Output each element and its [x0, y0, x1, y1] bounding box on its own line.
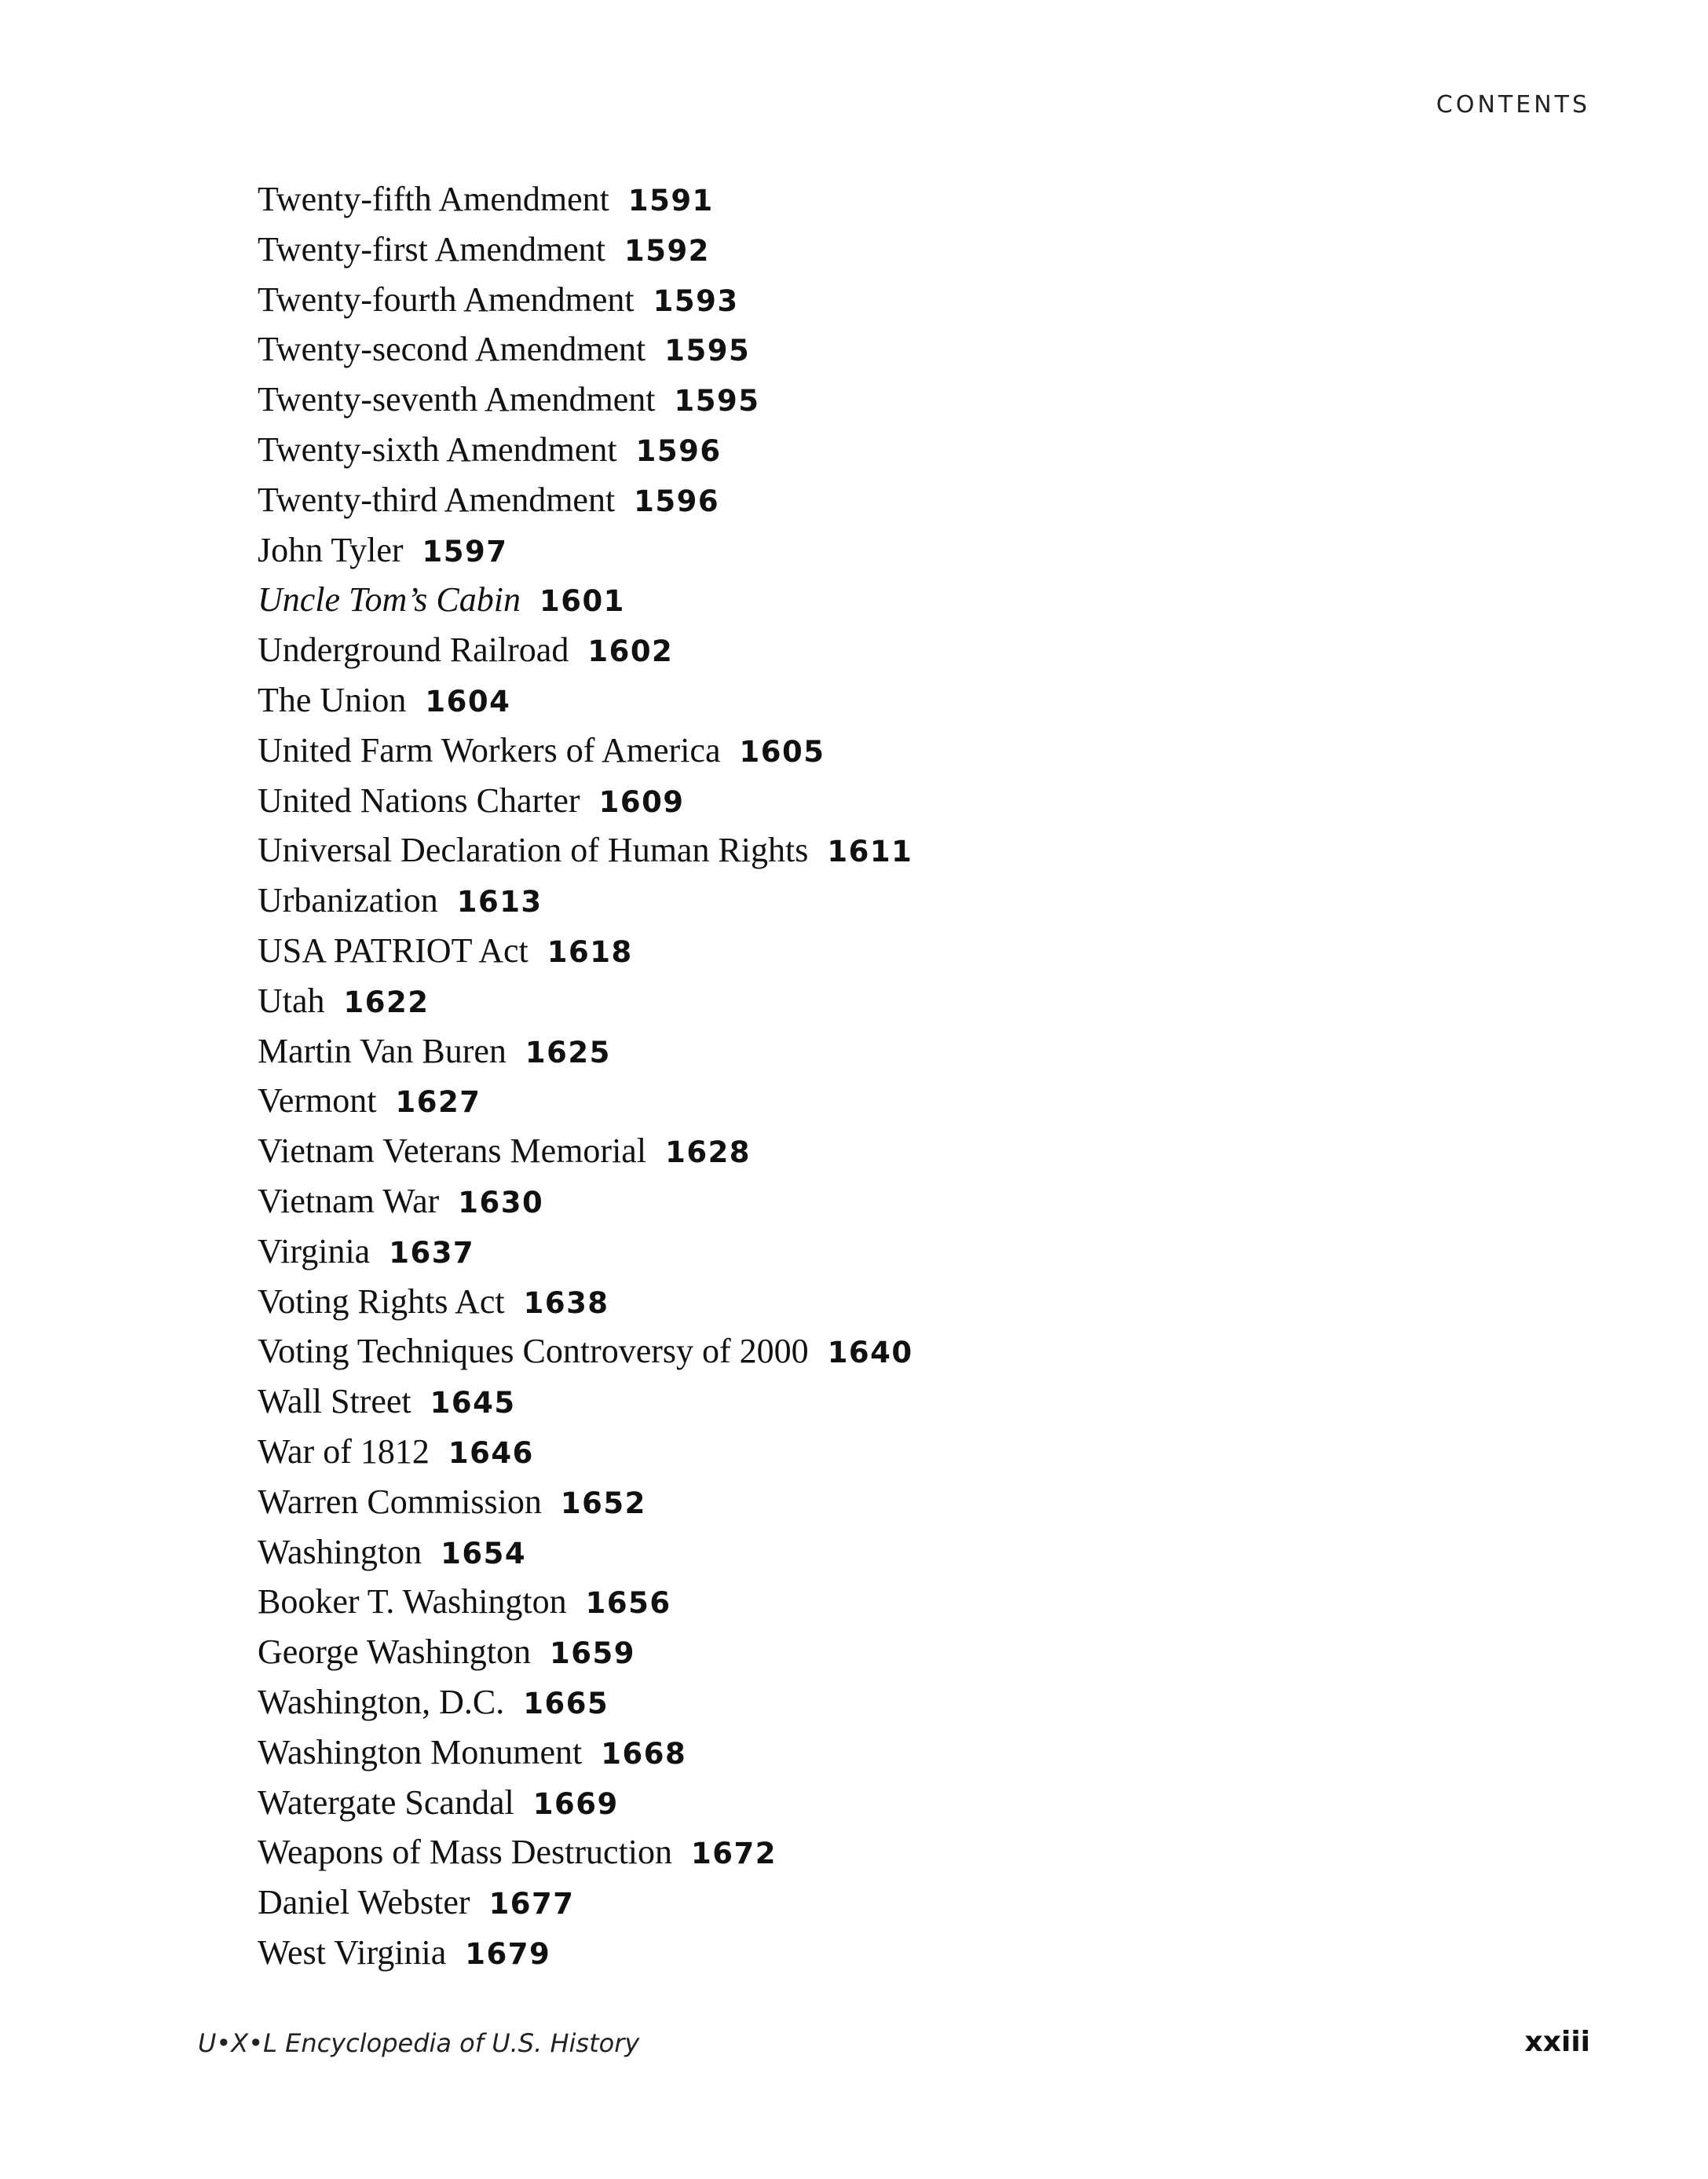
entry-page-number: 1604: [425, 684, 511, 718]
entry-title: Daniel Webster: [258, 1883, 470, 1922]
entry-page-number: 1672: [691, 1837, 777, 1871]
entry-title: War of 1812: [258, 1431, 430, 1471]
entry-title: John Tyler: [258, 530, 404, 569]
entry-page-number: 1601: [539, 584, 625, 619]
entry-title: Twenty-seventh Amendment: [258, 380, 656, 419]
entry-title: Underground Railroad: [258, 631, 569, 670]
toc-entry: [258, 675, 913, 726]
entry-title: USA PATRIOT Act: [258, 930, 528, 970]
toc-entry: [258, 1827, 913, 1877]
toc-entry: [258, 1076, 913, 1126]
entry-page-number: 1628: [665, 1135, 752, 1170]
entry-page-number: 1596: [634, 484, 720, 518]
toc-entry: [258, 1026, 913, 1077]
entry-title: Booker T. Washington: [258, 1582, 567, 1621]
entry-title: United Farm Workers of America: [258, 730, 721, 770]
toc-entry: [258, 1227, 913, 1277]
toc-entry: [258, 1277, 913, 1327]
entry-title: George Washington: [258, 1632, 532, 1672]
entry-page-number: 1669: [532, 1786, 619, 1821]
entry-title: Voting Techniques Controversy of 2000: [258, 1332, 809, 1371]
toc-entry: [258, 1376, 913, 1427]
entry-page-number: 1627: [395, 1085, 481, 1120]
toc-entry: [258, 375, 913, 425]
toc-entry: [258, 1928, 913, 1978]
toc-entry: [258, 1778, 913, 1828]
entry-page-number: 1609: [598, 784, 685, 819]
toc-entry: [258, 1677, 913, 1727]
toc-entry: [258, 1126, 913, 1176]
toc-entry: [258, 475, 913, 525]
entry-page-number: 1656: [585, 1586, 671, 1621]
toc-entry: [258, 1477, 913, 1527]
entry-title: Voting Rights Act: [258, 1281, 505, 1321]
entry-title: Watergate Scandal: [258, 1782, 514, 1822]
entry-title: Wall Street: [258, 1382, 411, 1421]
toc-entry: [258, 1577, 913, 1627]
entry-title: Martin Van Buren: [258, 1031, 507, 1070]
entry-page-number: 1595: [674, 384, 760, 419]
entry-title: Washington, D.C.: [258, 1682, 505, 1721]
toc-entry: [258, 1427, 913, 1477]
entry-page-number: 1618: [547, 934, 633, 969]
entry-page-number: 1591: [627, 184, 714, 218]
toc-entry: [258, 976, 913, 1026]
toc-entry: [258, 1727, 913, 1778]
entry-page-number: 1665: [523, 1686, 609, 1720]
entry-page-number: 1597: [422, 534, 508, 569]
entry-title: Utah: [258, 981, 325, 1020]
entry-title: Twenty-third Amendment: [258, 480, 616, 519]
entry-page-number: 1595: [664, 334, 751, 368]
entry-page-number: 1630: [458, 1185, 544, 1219]
toc-entry: [258, 324, 913, 375]
entry-title: Virginia: [258, 1231, 371, 1270]
entry-title: Twenty-first Amendment: [258, 229, 605, 269]
entry-title: Universal Declaration of Human Rights: [258, 831, 809, 870]
entry-title: Uncle Tom’s Cabin: [258, 580, 521, 620]
entry-page-number: 1668: [601, 1736, 687, 1771]
entry-page-number: 1625: [525, 1035, 611, 1069]
page-number: xxiii: [1524, 2026, 1590, 2058]
entry-page-number: 1640: [827, 1336, 913, 1370]
toc-entry: [258, 1176, 913, 1227]
entry-title: Vietnam War: [258, 1181, 440, 1220]
toc-entry: [258, 1877, 913, 1928]
entry-title: Warren Commission: [258, 1482, 542, 1521]
entry-title: The Union: [258, 680, 407, 719]
toc-entry: [258, 726, 913, 776]
entry-title: United Nations Charter: [258, 781, 580, 820]
entry-title: Vietnam Veterans Memorial: [258, 1132, 647, 1171]
entry-page-number: 1613: [456, 885, 543, 919]
running-head: CONTENTS: [1436, 91, 1590, 119]
entry-page-number: 1638: [523, 1285, 609, 1320]
toc-entry: [258, 825, 913, 876]
entry-title: Urbanization: [258, 881, 438, 920]
entry-title: Twenty-fourth Amendment: [258, 280, 635, 319]
entry-title: Washington Monument: [258, 1732, 583, 1771]
entry-page-number: 1654: [441, 1536, 527, 1570]
toc-entry: [258, 926, 913, 976]
entry-title: Twenty-sixth Amendment: [258, 430, 617, 469]
entry-title: Vermont: [258, 1081, 377, 1121]
toc-entry: [258, 1627, 913, 1677]
entry-page-number: 1645: [430, 1386, 516, 1420]
entry-page-number: 1622: [343, 985, 430, 1019]
toc-entry: [258, 625, 913, 675]
entry-title: Washington: [258, 1532, 422, 1571]
toc-entry: [258, 425, 913, 475]
entry-title: West Virginia: [258, 1932, 447, 1972]
entry-page-number: 1611: [827, 835, 913, 869]
footer-book-title: U•X•L Encyclopedia of U.S. History: [198, 2028, 640, 2058]
toc-entry: [258, 275, 913, 325]
entry-page-number: 1593: [653, 283, 739, 318]
entry-title: Twenty-fifth Amendment: [258, 180, 609, 218]
toc-entry: [258, 776, 913, 826]
entry-title: Twenty-second Amendment: [258, 330, 646, 369]
toc-entry: [258, 575, 913, 625]
toc-entry: [258, 174, 913, 225]
entry-page-number: 1652: [560, 1486, 646, 1520]
toc-entry: [258, 1527, 913, 1578]
entry-page-number: 1679: [465, 1936, 551, 1971]
entry-page-number: 1677: [488, 1887, 575, 1921]
entry-page-number: 1596: [635, 433, 722, 468]
toc-entry: [258, 525, 913, 576]
entry-page-number: 1637: [389, 1235, 475, 1270]
entry-page-number: 1605: [739, 734, 825, 769]
toc-entry: [258, 225, 913, 275]
entry-page-number: 1592: [624, 233, 710, 268]
entry-page-number: 1659: [550, 1636, 635, 1671]
toc-list: [258, 174, 913, 1978]
entry-title: Weapons of Mass Destruction: [258, 1833, 673, 1872]
toc-entry: [258, 1326, 913, 1376]
entry-page-number: 1602: [587, 634, 674, 669]
entry-page-number: 1646: [448, 1435, 534, 1470]
toc-entry: [258, 876, 913, 926]
